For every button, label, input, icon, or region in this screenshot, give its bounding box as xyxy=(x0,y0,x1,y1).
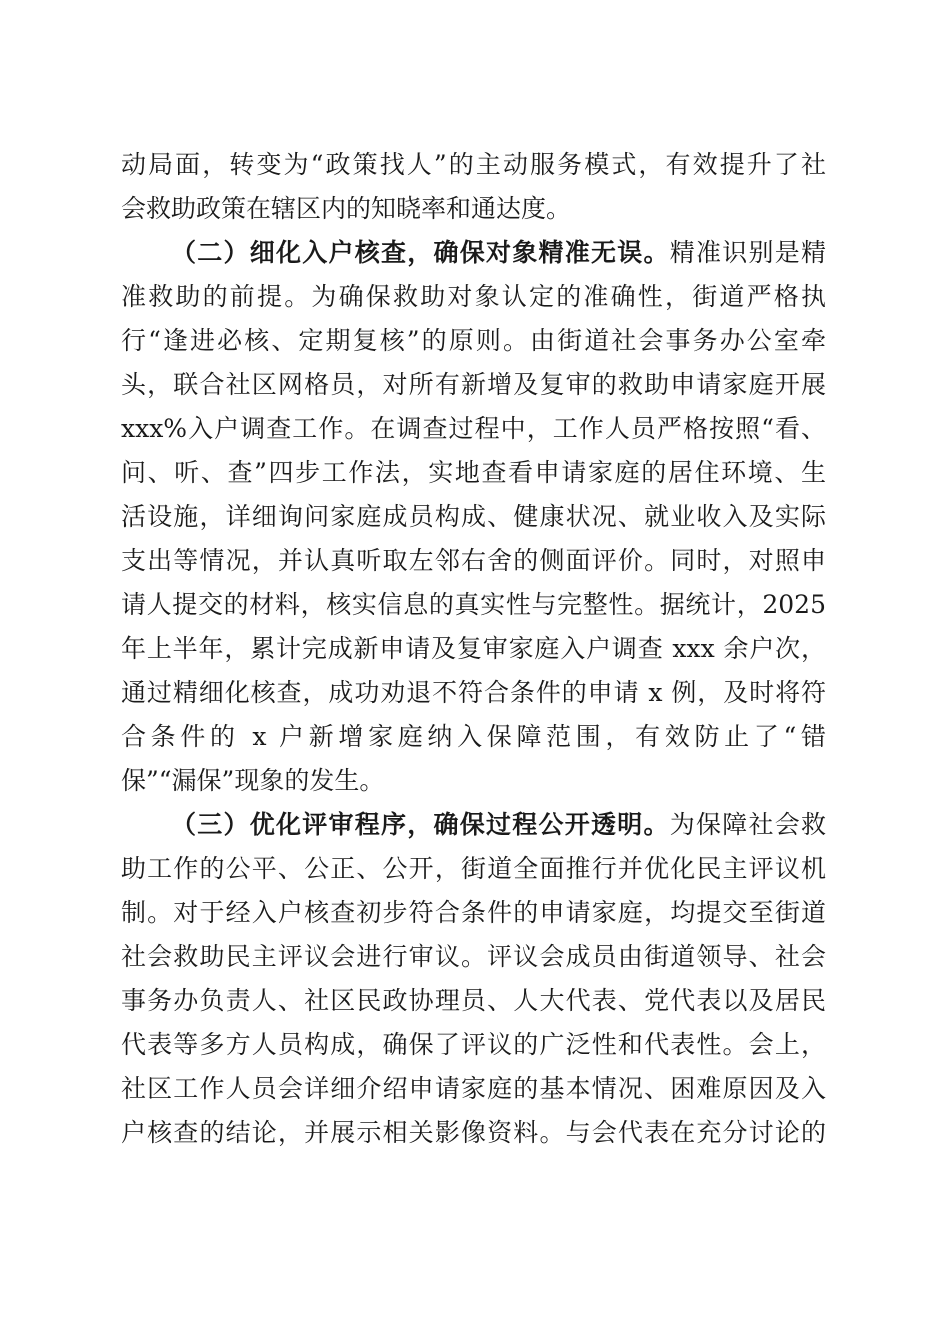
text-line: 事务办负责人、社区民政协理员、人大代表、党代表以及居民 xyxy=(121,986,826,1015)
text-line: 保”“漏保”现象的发生。 xyxy=(121,766,385,795)
text-line: 行“逢进必核、定期复核”的原则。由街道社会事务办公室牵 xyxy=(121,326,826,355)
text-line: 动局面，转变为“政策找人”的主动服务模式，有效提升了社 xyxy=(121,150,826,179)
text-line: 社会救助民主评议会进行审议。评议会成员由街道领导、社会 xyxy=(121,942,826,971)
text-line: 助工作的公平、公正、公开，街道全面推行并优化民主评议机 xyxy=(121,854,826,883)
text-line: 年上半年，累计完成新申请及复审家庭入户调查 xxx 余户次， xyxy=(121,634,826,663)
text-line: 社区工作人员会详细介绍申请家庭的基本情况、困难原因及入 xyxy=(121,1074,826,1103)
text-line: 头，联合社区网格员，对所有新增及复审的救助申请家庭开展 xyxy=(121,370,826,399)
text-line: 合条件的 x 户新增家庭纳入保障范围，有效防止了“错 xyxy=(121,722,826,751)
text-line: 户核查的结论，并展示相关影像资料。与会代表在充分讨论的 xyxy=(121,1118,826,1147)
text-line: 通过精细化核查，成功劝退不符合条件的申请 x 例，及时将符 xyxy=(121,678,826,707)
text-line: xxx%入户调查工作。在调查过程中，工作人员严格按照“看、 xyxy=(121,414,826,443)
text-line: 问、听、查”四步工作法，实地查看申请家庭的居住环境、生 xyxy=(121,458,826,487)
paragraph-heading-line xyxy=(121,802,826,848)
text-line: 支出等情况，并认真听取左邻右舍的侧面评价。同时，对照申 xyxy=(121,546,826,575)
text-line: 请人提交的材料，核实信息的真实性与完整性。据统计，2025 xyxy=(121,590,826,619)
text-span: 为保障社会救 xyxy=(669,810,826,839)
text-line: 制。对于经入户核查初步符合条件的申请家庭，均提交至街道 xyxy=(121,898,826,927)
text-line: 会救助政策在辖区内的知晓率和通达度。 xyxy=(121,194,572,223)
paragraph-heading-line xyxy=(121,230,826,276)
text-line: 代表等多方人员构成，确保了评议的广泛性和代表性。会上， xyxy=(121,1030,826,1059)
text-line: 活设施，详细询问家庭成员构成、健康状况、就业收入及实际 xyxy=(121,502,826,531)
section-heading: （二）细化入户核查，确保对象精准无误。 xyxy=(171,238,670,267)
text-span: 精准识别是精 xyxy=(669,238,826,267)
text-line: 准救助的前提。为确保救助对象认定的准确性，街道严格执 xyxy=(121,282,826,311)
section-heading: （三）优化评审程序，确保过程公开透明。 xyxy=(171,810,670,839)
